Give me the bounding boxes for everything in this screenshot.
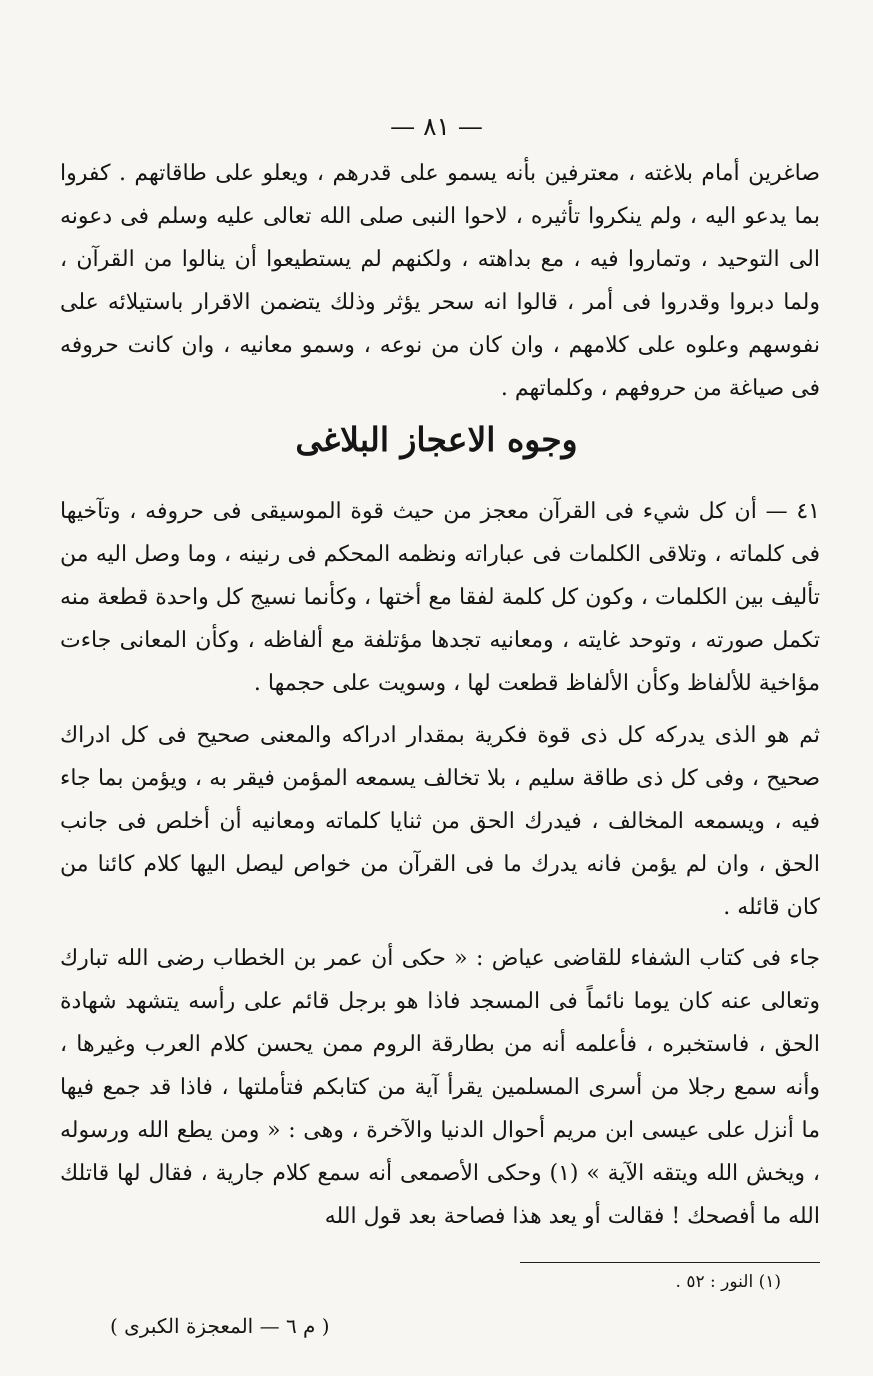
paragraph-1: صاغرين أمام بلاغته ، معترفين بأنه يسمو على قدرهم ، ويعلو على طاقاتهم . كفروا بما يدعو اليه ، ولم ينكروا تأثيره ، لاحوا النبى صلى الله تعالى عليه وسلم فى دعونه الى التوحيد ، وتماروا فيه ، مع بداهته ، ولكنهم لم يستطيعوا أن ينالوا من القرآن ، ولما دبروا وقدروا فى أمر ، قالوا انه سحر يؤثر وذلك يتضمن الاقرار باستيلائه على نفوسهم وعلوه على كلامهم ، وان كان من نوعه ، وسمو معانيه ، وان كانت حروفه فى صياغة من حروفهم ، وكلماتهم . [60, 161, 820, 401]
paragraph-2-block [60, 490, 820, 705]
page-number: — ٨١ — [390, 112, 483, 141]
paragraph-3: ثم هو الذى يدركه كل ذى قوة فكرية بمقدار ادراكه والمعنى صحيح فى كل ادراك صحيح ، وفى كل ذى طاقة سليم ، بلا تخالف يسمعه المؤمن فيقر به ، ويؤمن بما جاء فيه ، ويسمعه المخالف ، فيدرك الحق من ثنايا كلماته ومعانيه أن أخلص فى جانب الحق ، وان لم يؤمن فانه يدرك ما فى القرآن من خواص ليصل اليها كلام كائنا من كان قائله . [60, 723, 820, 920]
footnote: (١) النور : ٥٢ . [675, 1272, 781, 1292]
section-heading: وجوه الاعجاز البلاغى [295, 420, 578, 459]
paragraph-1-block [60, 152, 820, 410]
printer-signature: ( م ٦ — المعجزة الكبرى ) [110, 1314, 330, 1338]
paragraph-4-block [60, 937, 820, 1238]
footnote-divider [520, 1262, 820, 1263]
paragraph-4: جاء فى كتاب الشفاء للقاضى عياض : « حكى أن عمر بن الخطاب رضى الله تبارك وتعالى عنه كان يوما نائماً فى المسجد فاذا هو برجل قائم على رأسه يتشهد شهادة الحق ، فاستخبره ، فأعلمه أنه من بطارقة الروم ممن يحسن كلام العرب وغيرها ، وأنه سمع رجلا من أسرى المسلمين يقرأ آية من كتابكم فتأملتها ، فاذا قد جمع فيها ما أنزل على عيسى ابن مريم أحوال الدنيا والآخرة ، وهى : « ومن يطع الله ورسوله ، ويخش الله ويتقه الآية » (١) وحكى الأصمعى أنه سمع كلام جارية ، فقال لها قاتلك الله ما أفصحك ! فقالت أو يعد هذا فصاحة بعد قول الله [60, 946, 820, 1229]
paragraph-3-block [60, 714, 820, 929]
paragraph-2: ٤١ — أن كل شيء فى القرآن معجز من حيث قوة الموسيقى فى حروفه ، وتآخيها فى كلماته ، وتلاقى الكلمات فى عباراته ونظمه المحكم فى رنينه ، وما وصل اليه من تأليف بين الكلمات ، وكون كل كلمة لفقا مع أختها ، وكأنما نسيج كل واحدة قطعة منه تكمل صورته ، وتوحد غايته ، ومعانيه تجدها مؤتلفة مع ألفاظه ، وكأن المعانى جاءت مؤاخية للألفاظ وكأن الألفاظ قطعت لها ، وسويت على حجمها . [60, 499, 820, 696]
